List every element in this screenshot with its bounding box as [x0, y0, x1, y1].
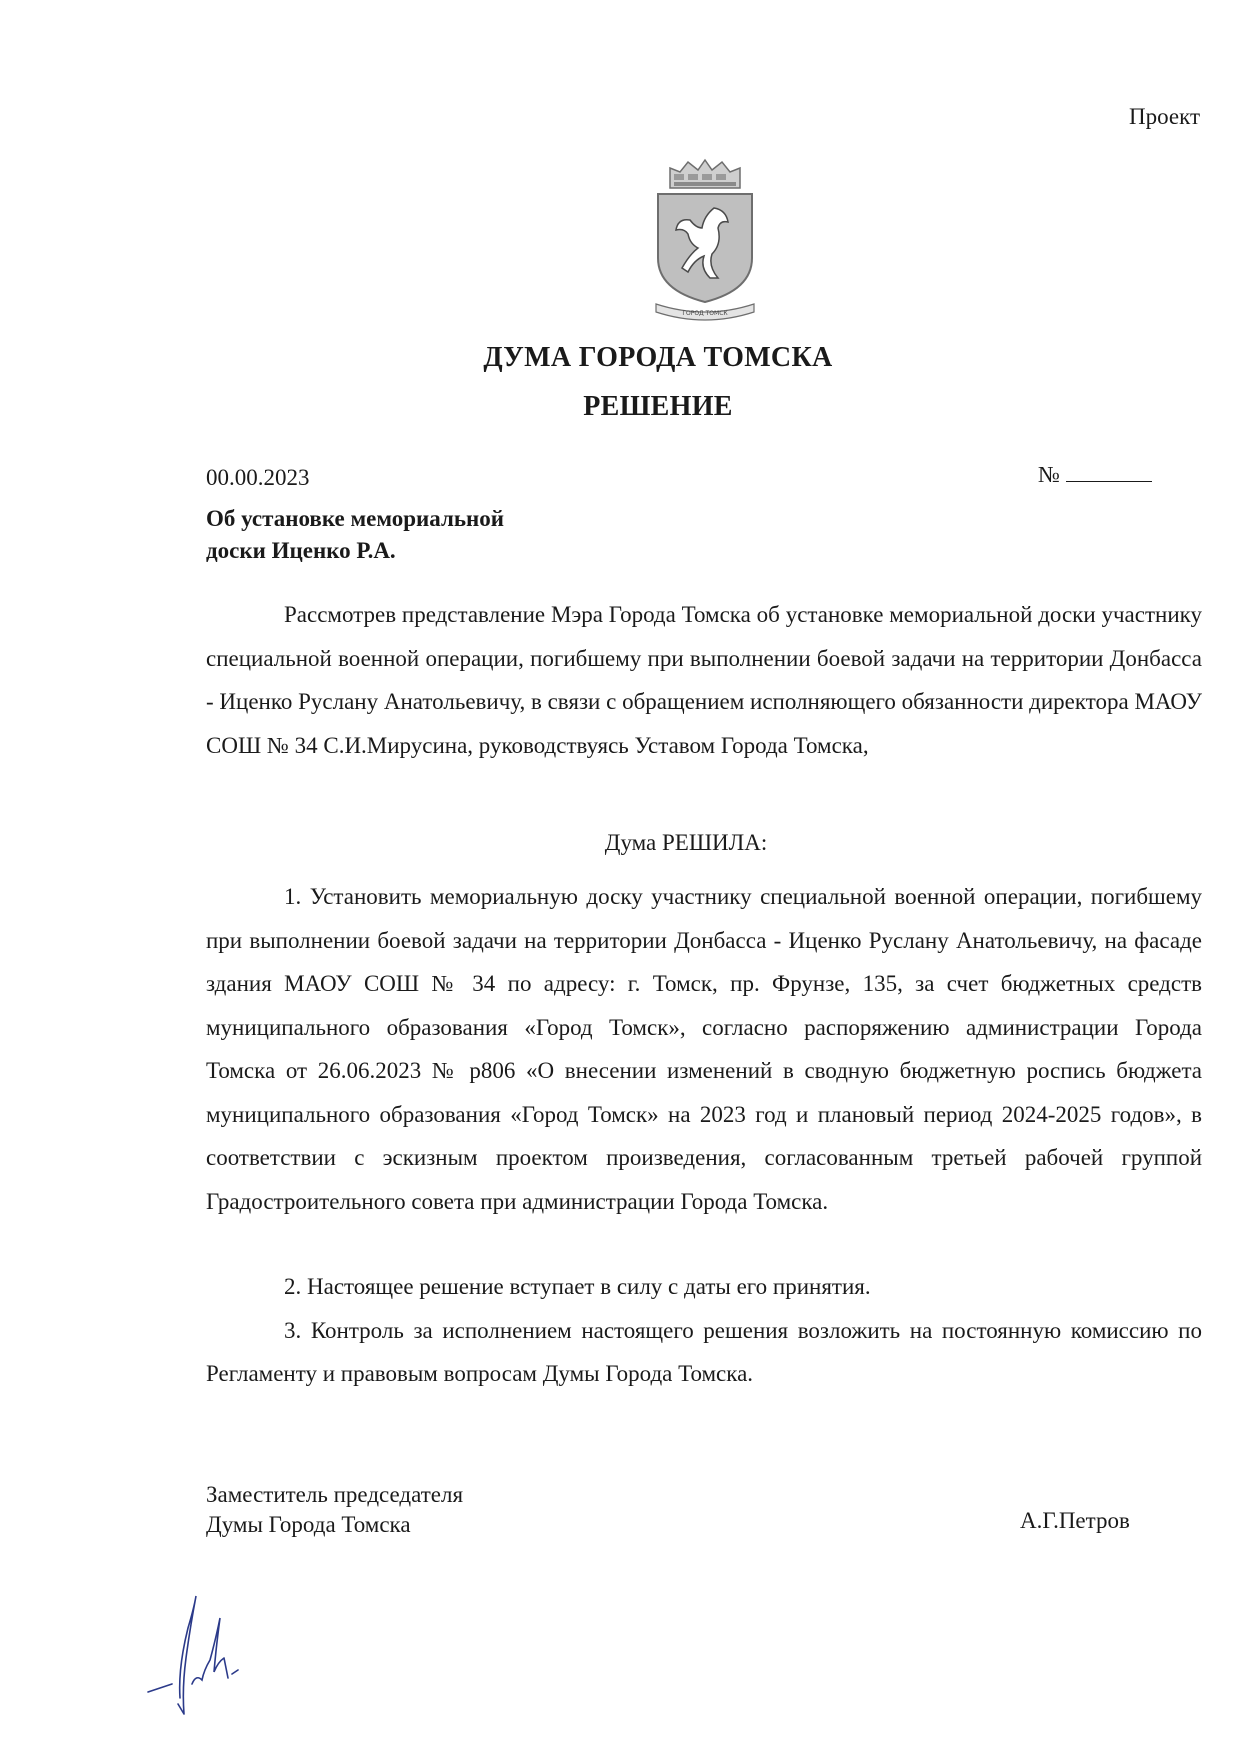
- signatory-name: А.Г.Петров: [1020, 1508, 1130, 1533]
- ribbon-text: ГОРОД ТОМСК: [682, 310, 728, 317]
- crown-icon: [670, 160, 740, 188]
- preamble-block: [206, 593, 1202, 767]
- signatory-position-line-1: Заместитель председателя: [206, 1482, 464, 1507]
- signatory-position: [206, 1480, 463, 1540]
- decision-number: [1038, 462, 1152, 488]
- decision-items-block: [206, 1265, 1202, 1396]
- decision-item-1-block: [206, 875, 1202, 1223]
- decided-label: Дума РЕШИЛА:: [604, 830, 768, 855]
- subject-line-2: доски Иценко Р.А.: [206, 538, 396, 563]
- handwritten-signature-icon: [120, 1588, 270, 1728]
- subject-heading: [206, 503, 504, 567]
- decision-item-3: 3. Контроль за исполнением настоящего решения возложить на постоянную комиссию по Регламенту и правовым вопросам Думы Города Томска.: [206, 1317, 1202, 1386]
- doc-type-title: РЕШЕНИЕ: [583, 391, 733, 422]
- number-label: №: [1038, 462, 1060, 487]
- tomsk-coat-of-arms-icon: [648, 158, 762, 322]
- org-title: ДУМА ГОРОДА ТОМСКА: [483, 342, 833, 373]
- decision-date: 00.00.2023: [206, 465, 310, 490]
- subject-line-1: Об установке мемориальной: [206, 506, 505, 531]
- decision-item-1: 1. Установить мемориальную доску участнику специальной военной операции, погибшему при выполнении боевой задачи на территории Донбасса - Иценко Руслану Анатольевичу, на фасаде здания МАОУ СОШ № 34 по адресу: г. Томск, пр. Фрунзе, 135, за счет бюджетных средств муниципального образования «Город Томск», согласно распоряжению администрации Города Томска от 26.06.2023 № р806 «О внесении изменений в сводную бюджетную роспись бюджета муниципального образования «Город Томск» на 2023 год и плановый период 2024-2025 годов», в соответствии с эскизным проектом произведения, согласованным третьей рабочей группой Градостроительного совета при администрации Города Томска.: [206, 884, 1202, 1214]
- number-blank-line: [1066, 480, 1152, 482]
- signatory-position-line-2: Думы Города Томска: [206, 1512, 411, 1537]
- preamble-paragraph: Рассмотрев представление Мэра Города Томска об установке мемориальной доски участнику специальной военной операции, погибшему при выполнении боевой задачи на территории Донбасса - Иценко Руслану Анатольевичу, в связи с обращением исполняющего обязанности директора МАОУ СОШ № 34 С.И.Мирусина, руководствуясь Уставом Города Томска,: [206, 602, 1202, 758]
- decision-item-2: 2. Настоящее решение вступает в силу с даты его принятия.: [284, 1274, 871, 1299]
- draft-label: Проект: [1128, 104, 1200, 129]
